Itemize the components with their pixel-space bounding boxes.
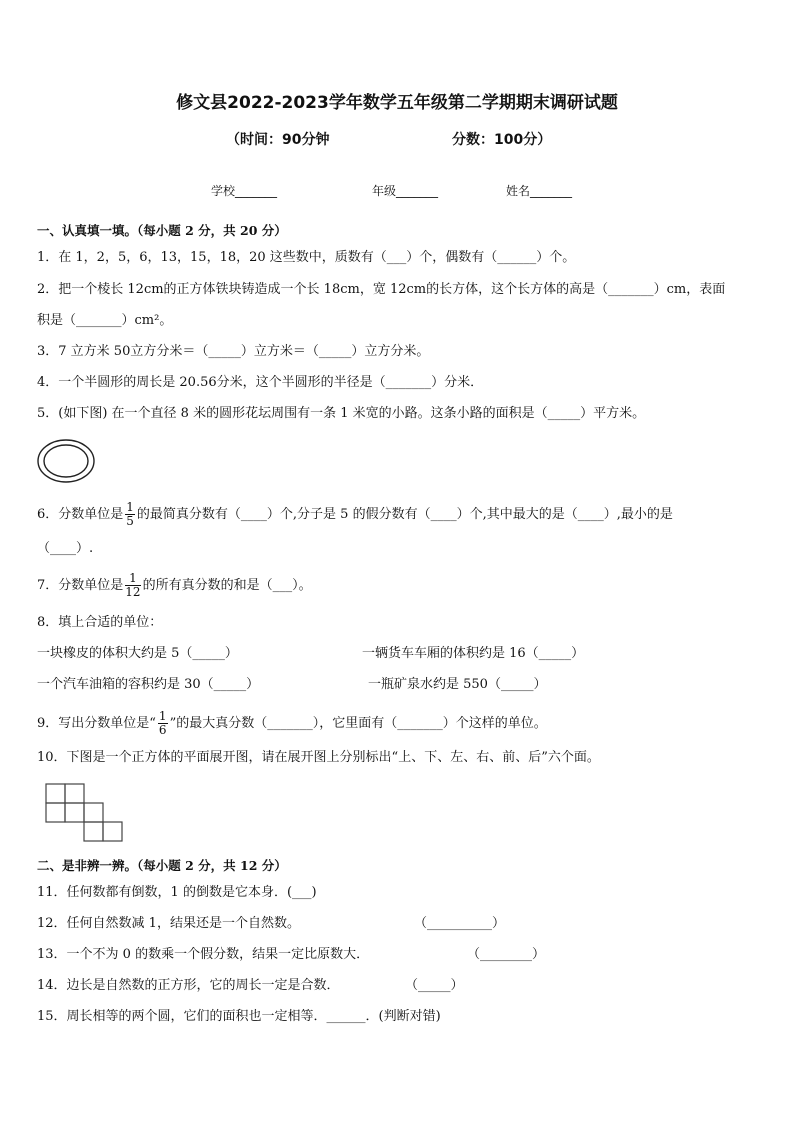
question-6-line2: （____）. (37, 541, 94, 556)
question-8: 8．填上合适的单位： (37, 615, 163, 630)
question-11: 11．任何数都有倒数，1 的倒数是它本身．(___) (37, 885, 317, 900)
question-1: 1．在 1，2，5，6，13，15，18，20 这些数中，质数有（___）个，偶数有（______）个。 (37, 250, 576, 265)
fraction-one-twelfth: $\frac{1}{12}$ (125, 571, 141, 599)
question-12-blank: （__________） (414, 916, 506, 931)
school-field: 学校_______ (211, 184, 278, 198)
question-7 (37, 572, 312, 599)
question-7-prefix: 7．分数单位是 (37, 578, 124, 593)
question-8-a: 一块橡皮的体积大约是 5（_____） (37, 646, 238, 661)
question-8-d: 一瓶矿泉水约是 550（_____） (368, 677, 547, 692)
question-14: 14．边长是自然数的正方形，它的周长一定是合数． (37, 978, 340, 993)
section2-heading: 二、是非辨一辨。（每小题 2 分，共 12 分） (37, 858, 287, 873)
question-10: 10．下图是一个正方体的平面展开图，请在展开图上分别标出“上、下、左、右、前、后”六个面。 (37, 750, 600, 765)
question-8-b: 一辆货车车厢的体积约是 16（_____） (362, 646, 585, 661)
question-3: 3．7 立方米 50立方分米＝（_____）立方米＝（_____）立方分米。 (37, 344, 430, 359)
question-6-suffix: 的最简真分数有（____）个,分子是 5 的假分数有（____）个,其中最大的是（____）,最小的是 (136, 507, 673, 522)
question-4: 4．一个半圆形的周长是 20.56分米，这个半圆形的半径是（_______）分米． (37, 375, 484, 390)
cube-net-figure (44, 782, 128, 844)
question-13-blank: （________） (467, 947, 546, 962)
fraction-one-sixth: $\frac{1}{6}$ (158, 709, 167, 737)
question-13: 13．一个不为 0 的数乘一个假分数，结果一定比原数大． (37, 947, 370, 962)
exam-time: （时间：90分钟 (226, 132, 330, 148)
question-6-prefix: 6．分数单位是 (37, 507, 124, 522)
question-2-line1: 2．把一个棱长 12cm的正方体铁块铸造成一个长 18cm，宽 12cm的长方体，这个长方体的高是（_______）cm，表面 (37, 282, 726, 297)
section1-heading: 一、认真填一填。（每小题 2 分，共 20 分） (37, 223, 287, 238)
question-8-c: 一个汽车油箱的容积约是 30（_____） (37, 677, 260, 692)
question-14-blank: （_____） (405, 978, 464, 993)
question-12: 12．任何自然数减 1，结果还是一个自然数。 (37, 916, 300, 931)
grade-field: 年级_______ (372, 184, 439, 198)
question-5: 5．(如下图) 在一个直径 8 米的圆形花坛周围有一条 1 米宽的小路。这条小路的面积是（_____）平方米。 (37, 406, 646, 421)
question-9 (37, 710, 547, 737)
page-title: 修文县2022-2023学年数学五年级第二学期期末调研试题 (176, 93, 618, 113)
exam-score: 分数：100分） (452, 132, 552, 148)
question-7-suffix: 的所有真分数的和是（___）。 (142, 578, 312, 593)
question-15: 15．周长相等的两个圆，它们的面积也一定相等．______．(判断对错) (37, 1009, 441, 1024)
flowerbed-ring-figure (36, 438, 98, 486)
question-9-suffix: ”的最大真分数（_______），它里面有（_______）个这样的单位。 (169, 716, 547, 731)
question-6 (37, 501, 673, 528)
question-9-prefix: 9．写出分数单位是“ (37, 716, 156, 731)
fraction-one-fifth: $\frac{1}{5}$ (126, 500, 134, 528)
question-2-line2: 积是（_______）cm²。 (37, 313, 173, 328)
name-field: 姓名_______ (506, 184, 573, 198)
